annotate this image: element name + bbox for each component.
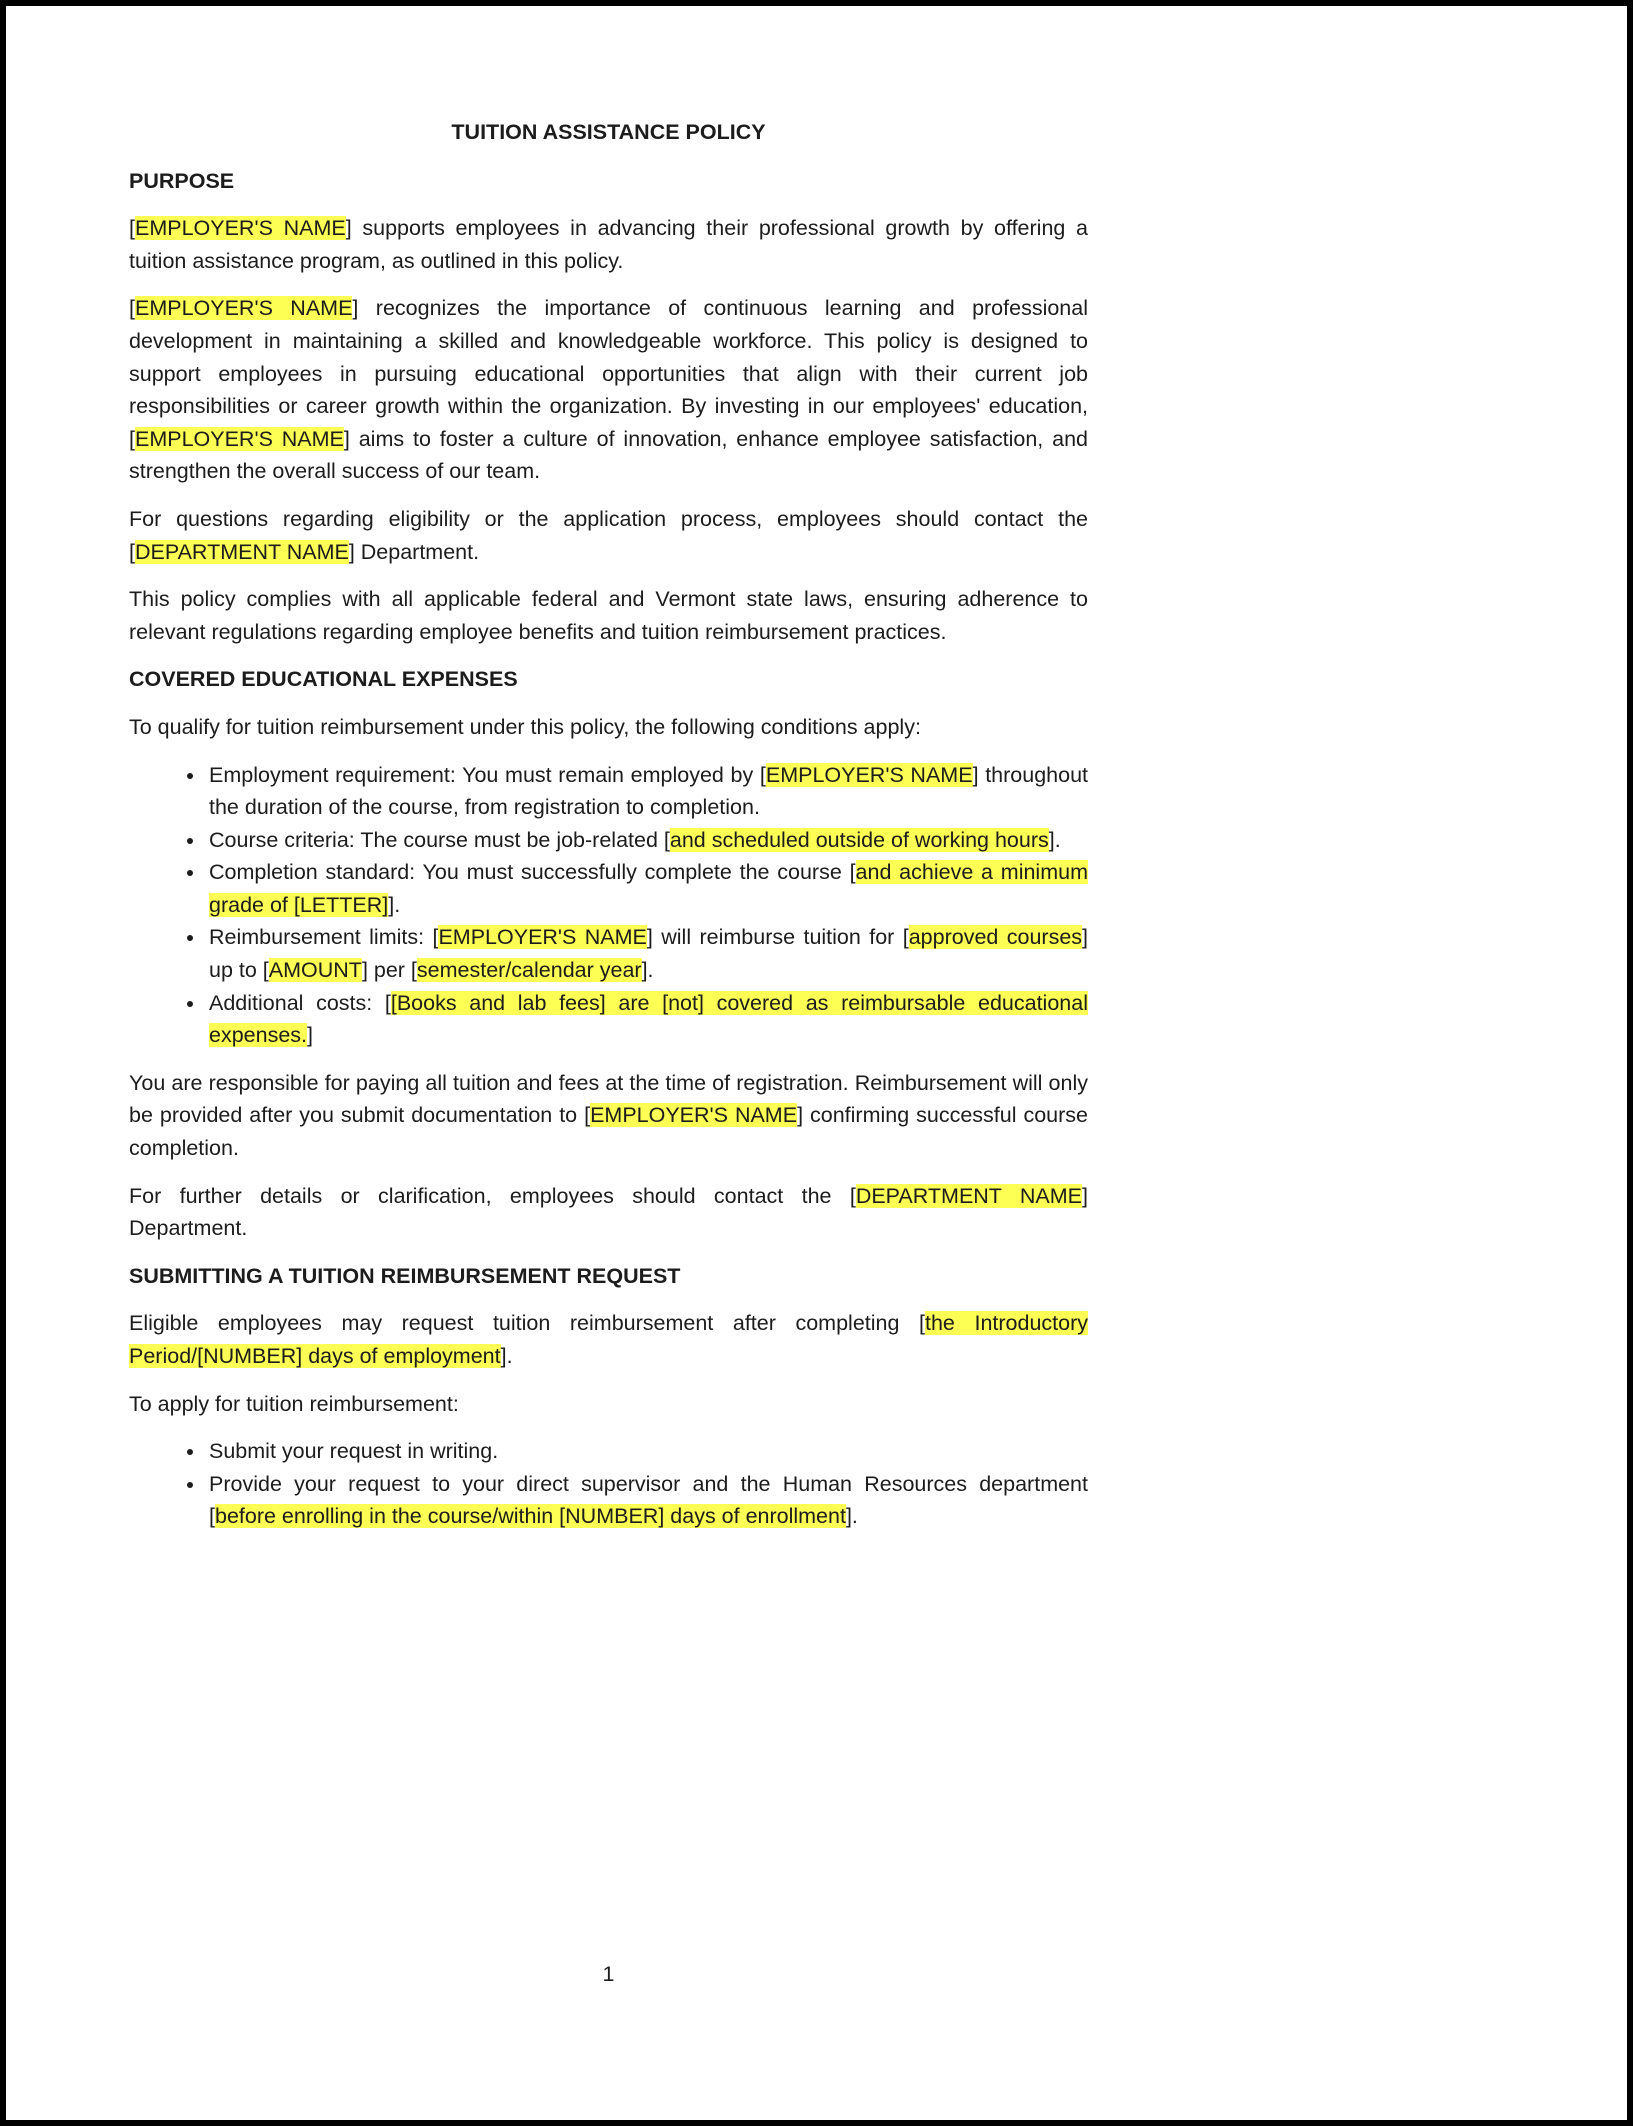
text-run: ]. [641,958,654,983]
text-run: You are responsible for paying all tuition and fees at the time of registration. Reimbursement will only be provided after you submit documentation to [ [129,1070,1088,1128]
bullet-item [206,987,1088,1052]
text-run: ]. [388,892,401,917]
highlighted-placeholder: the Introductory Period/[NUMBER] days of employment [129,1311,1088,1368]
text-run: ] per [ [361,958,417,983]
bullet-item [206,759,1088,824]
text-run: Reimbursement limits: [ [209,925,439,950]
highlighted-placeholder: approved courses [908,925,1083,950]
highlighted-placeholder: EMPLOYER'S NAME [134,426,344,451]
paragraph [129,711,1088,744]
text-run: Provide your request to your direct supervisor and the Human Resources department [ [209,1471,1088,1529]
highlighted-placeholder: EMPLOYER'S NAME [590,1103,798,1128]
document-content [129,116,1088,1548]
highlighted-placeholder: and achieve a minimum grade of [LETTER] [209,860,1088,917]
paragraph [129,1307,1088,1372]
text-run: ] throughout the duration of the course, from registration to completion. [209,762,1088,820]
section-heading: SUBMITTING A TUITION REIMBURSEMENT REQUEST [129,1263,681,1288]
bullet-item [206,1435,1088,1468]
text-run: To apply for tuition reimbursement: [129,1391,459,1416]
document-title: TUITION ASSISTANCE POLICY [451,120,766,144]
bullet-list [129,1435,1088,1533]
text-run: To qualify for tuition reimbursement under this policy, the following conditions apply: [129,714,921,739]
text-run: ] supports employees in advancing their professional growth by offering a tuition assistance program, as outlined in this policy. [129,216,1089,273]
text-run: For further details or clarification, employees should contact the [ [129,1183,856,1208]
text-run: ]. [845,1504,858,1529]
highlighted-placeholder: EMPLOYER'S NAME [134,216,346,241]
page-number: 1 [602,1962,615,1986]
highlighted-placeholder: DEPARTMENT NAME [855,1183,1083,1208]
text-run: ] recognizes the importance of continuous learning and professional development in maintaining a skilled and knowledgeable workforce. This policy is designed to support employees in pursuing educational opportunities that align with their current job responsibilities or career growth within the organization. By investing in our employees' education, [ [129,296,1088,451]
paragraph [129,212,1088,277]
text-run: ] up to [ [209,925,1089,983]
text-run: Eligible employees may request tuition reimbursement after completing [ [129,1311,925,1336]
section-heading: COVERED EDUCATIONAL EXPENSES [129,667,518,692]
text-run: ] confirming successful course completion. [129,1103,1088,1161]
text-run: Employment requirement: You must remain employed by [ [209,762,766,787]
highlighted-placeholder: and scheduled outside of working hours [669,827,1049,852]
paragraph [129,1388,1088,1421]
text-run: ] aims to foster a culture of innovation, enhance employee satisfaction, and strengthen the overall success of our team. [129,426,1088,484]
text-run: Course criteria: The course must be job-related [ [209,827,670,852]
text-run: [ [129,216,135,241]
text-run: Completion standard: You must successfully complete the course [ [209,860,856,885]
text-run: [ [129,296,135,321]
text-run: ] Department. [129,1183,1089,1241]
highlighted-placeholder: EMPLOYER'S NAME [765,762,973,787]
bullet-item [206,824,1088,857]
paragraph [129,503,1088,568]
text-run: Additional costs: [ [209,990,391,1015]
text-run: For questions regarding eligibility or the application process, employees should contact the [ [129,506,1088,564]
highlighted-placeholder: [Books and lab fees] are [not] covered as reimbursable educational expenses. [209,990,1088,1048]
document-body [129,165,1088,1533]
bullet-list [129,759,1088,1052]
paragraph [129,1067,1088,1165]
text-run: ] will reimburse tuition for [ [646,925,909,950]
bullet-item [206,921,1088,986]
section-heading: PURPOSE [129,168,235,193]
highlighted-placeholder: EMPLOYER'S NAME [134,296,353,321]
highlighted-placeholder: AMOUNT [268,958,362,983]
text-run: ]. [1048,827,1061,852]
highlighted-placeholder: semester/calendar year [416,958,642,983]
text-run: Submit your request in writing. [209,1439,499,1464]
text-run: This policy complies with all applicable federal and Vermont state laws, ensuring adherence to relevant regulations regarding employee benefits and tuition reimbursement practices. [129,587,1088,644]
text-run: ]. [500,1344,513,1368]
paragraph [129,1180,1088,1245]
bullet-item [206,1468,1088,1533]
paragraph [129,292,1088,488]
highlighted-placeholder: before enrolling in the course/within [NUMBER] days of enrollment [214,1504,846,1529]
highlighted-placeholder: DEPARTMENT NAME [134,539,349,564]
text-run: ] Department. [348,539,480,564]
paragraph [129,583,1088,648]
highlighted-placeholder: EMPLOYER'S NAME [438,925,647,950]
bullet-item [206,856,1088,921]
text-run: ] [307,1023,313,1048]
